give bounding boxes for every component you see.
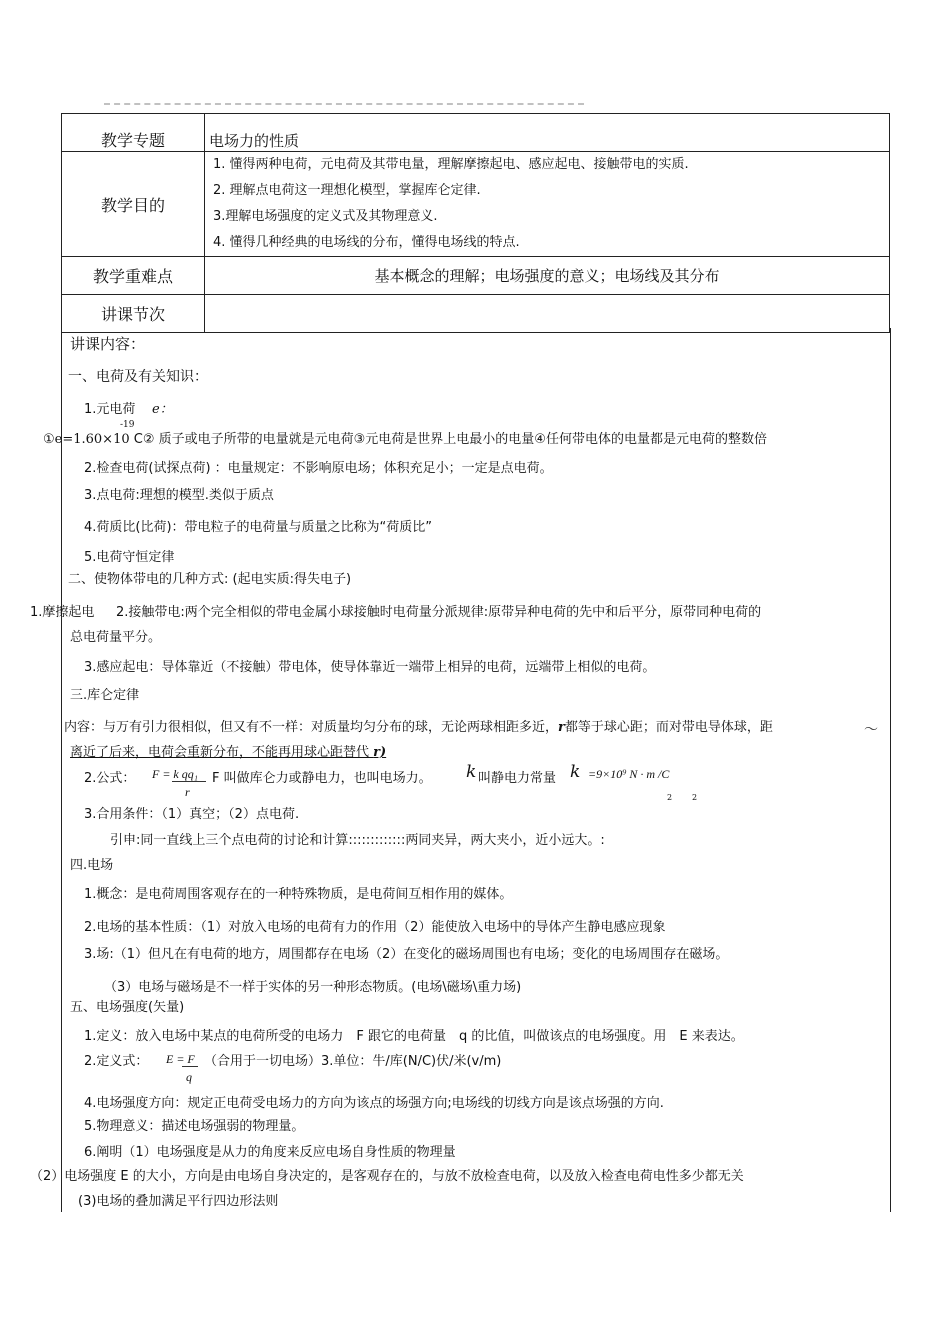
header-artifact-line [104,103,584,105]
s5-item-6: 6.阐明（1）电场强度是从力的角度来反应电场自身性质的物理量 [84,1145,456,1160]
s5-item-2-text: （合用于一切电场）3.单位：牛/库(N/C)伏/米(v/m) [204,1054,502,1069]
s5-item-1: 1.定义：放入电场中某点的电荷所受的电场力 F 跟它的电荷量 q 的比值，叫做该点的电场强度。用 E 来表达。 [84,1029,744,1044]
s2-item-3: 3.感应起电：导体靠近（不接触）带电体，使导体靠近一端带上相异的电荷，远端带上相似的电荷。 [84,660,656,675]
s1-detail-b: C② 质子或电子所带的电量就是元电荷③元电荷是世界上电最小的电量④任何带电体的电量都是元电荷的整数倍 [133,432,767,447]
goal-item: 1. 懂得两种电荷，元电荷及其带电量，理解摩擦起电、感应起电、接触带电的实质. [213,157,689,172]
s4-item-2: 2.电场的基本性质：（1）对放入电场的电荷有力的作用（2）能使放入电场中的导体产生静电感应现象 [84,920,666,935]
s1-detail-a: ①e=1.60×10 [43,432,130,447]
s1-item-1: 1.元电荷 [84,402,136,417]
goal-item: 4. 懂得几种经典的电场线的分布，懂得电场线的特点. [213,235,520,250]
goals-list [205,152,890,257]
section-5-title: 五、电场强度(矢量) [70,1000,185,1015]
s1-detail [43,428,767,447]
s5-item-6c: (3)电场的叠加满足平行四边形法则 [78,1194,279,1209]
session-value [205,295,890,333]
topic-value-text: 电场力的性质 [209,132,300,150]
goal-item: 3.理解电场强度的定义式及其物理意义. [213,209,438,224]
s3-formula-text: F 叫做库仑力或静电力，也叫电场力。 [212,771,432,786]
k-value: =9×10⁹ N · m /C [588,767,670,781]
goals-label: 教学目的 [62,152,205,257]
topic-value [205,114,890,152]
s3-content-b: 都等于球心距；而对带电导体球，距 [564,720,773,735]
s3-content-line2 [70,741,386,760]
s2-item-1: 1.摩擦起电 [30,605,95,620]
section-3-title: 三.库仑定律 [70,688,140,703]
key-points-value: 基本概念的理解；电场强度的意义；电场线及其分布 [205,257,890,295]
field-formula: E = F [166,1052,195,1066]
section-4-title: 四.电场 [70,858,114,873]
s1-item-2: 2.检查电荷(试探点荷) ：电量规定：不影响原电场；体积充足小；一定是点电荷。 [84,461,553,476]
s1-item-5: 5.电荷守恒定律 [84,550,175,565]
s4-item-3b: （3）电场与磁场是不一样于实体的另一种形态物质。(电场\磁场\重力场) [104,980,522,995]
k-text: 叫静电力常量 [478,771,557,786]
section-1-title: 一、电荷及有关知识： [68,369,208,385]
lesson-info-table [61,113,890,333]
s1-item-3: 3.点电荷:理想的模型.类似于质点 [84,488,274,503]
k-symbol: k [466,762,477,782]
coulomb-formula-denominator: r [185,785,190,799]
content-heading: 讲课内容： [70,335,146,353]
s4-item-1: 1.概念：是电荷周围客观存在的一种特殊物质，是电荷间互相作用的媒体。 [84,887,513,902]
s2-item-2: 2.接触带电:两个完全相似的带电金属小球接触时电荷量分派规律:原带异种电荷的先中和后平分，原带同种电荷的 [116,605,762,620]
session-label: 讲课节次 [62,295,205,333]
s3-content-c: 离近了后来，电荷会重新分布，不能再用球心距替代 [70,745,370,760]
s3-tilde-mark: ～ [864,722,878,738]
topic-label: 教学专题 [62,114,205,152]
s5-item-5: 5.物理意义：描述电场强弱的物理量。 [84,1119,305,1134]
s1-item-4: 4.荷质比(比荷)：带电粒子的电荷量与质量之比称为“荷质比” [84,520,433,535]
k-unit-exp-1: 2 [667,793,673,802]
s3-extension: 引申:同一直线上三个点电荷的讨论和计算:::::::::::::两同夹异，两大夹小，近小远大。: [110,833,605,848]
coulomb-formula: F = k qq₁ [152,767,198,781]
section-2-title: 二、使物体带电的几种方式: (起电实质:得失电子) [68,572,352,587]
s5-item-4: 4.电场强度方向：规定正电荷受电场力的方向为该点的场强方向;电场线的切线方向是该点场强的方向. [84,1096,664,1111]
s3-content-line1 [64,716,773,735]
s3-content-a: 内容：与万有引力很相似，但又有不一样：对质量均匀分布的球，无论两球相距多近， [64,720,559,735]
s1-exponent: -19 [120,420,135,430]
s3-r-symbol: r [558,720,565,735]
s3-item-3: 3.合用条件：（1）真空；（2）点电荷. [84,807,300,822]
s2-item-2-cont: 总电荷量平分。 [70,630,162,645]
field-formula-denominator: q [186,1070,192,1084]
key-points-label: 教学重难点 [62,257,205,295]
k-unit-exp-2: 2 [692,793,698,802]
field-fraction-bar [182,1066,198,1067]
k-symbol-2: k [570,762,581,782]
s5-item-6b: （2）电场强度 E 的大小，方向是由电场自身决定的，是客观存在的，与放不放检查电荷，以及放入检查电荷电性多少都无关 [30,1169,744,1184]
s5-item-2-label: 2.定义式： [84,1054,149,1069]
goal-item: 2. 理解点电荷这一理想化模型，掌握库仑定律. [213,183,481,198]
s3-r2-symbol: r) [373,745,387,760]
coulomb-fraction-bar [172,781,206,782]
s3-formula-label: 2.公式： [84,771,136,786]
s1-item-1-symbol: e： [152,402,173,417]
s4-item-3: 3.场:（1）但凡在有电荷的地方，周围都存在电场（2）在变化的磁场周围也有电场；变化的电场周围存在磁场。 [84,947,729,962]
